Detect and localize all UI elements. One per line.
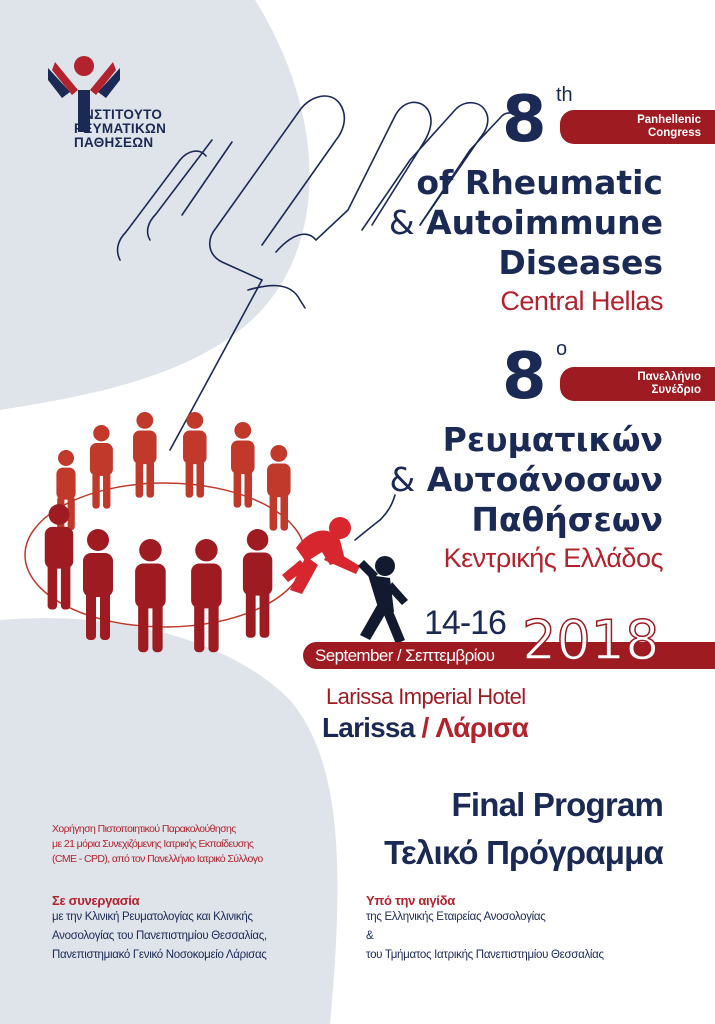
cooperation-line-2: Ανοσολογίας του Πανεπιστημίου Θεσσαλίας, — [52, 930, 267, 942]
greek-title-line-3: Παθήσεων — [471, 500, 663, 539]
badge-line-1: Panhellenic — [637, 114, 701, 126]
cme-line-3: (CME - CPD), από τον Πανελλήνιο Ιατρικό Σύλλογο — [52, 853, 263, 865]
program-title-greek: Τελικό Πρόγραμμα — [384, 834, 663, 871]
city-english: Larissa — [322, 712, 415, 743]
english-region: Central Hellas — [500, 286, 663, 316]
congress-year: 2018 — [522, 609, 660, 672]
english-congress-badge — [560, 110, 715, 144]
greek-edition-number: 8 — [502, 340, 547, 414]
logo-line-3: ΠΑΘΗΣΕΩΝ — [74, 135, 154, 150]
cooperation-line-3: Πανεπιστημιακό Γενικό Νοσοκομείο Λάρισας — [52, 949, 267, 961]
cooperation-line-1: με την Κλινική Ρευματολογίας και Κλινικής — [52, 911, 253, 923]
cooperation-block — [52, 893, 267, 965]
person-figure — [243, 529, 272, 638]
auspices-line-2: & — [366, 930, 374, 942]
greek-edition-suffix: ο — [556, 338, 568, 360]
person-figure — [90, 425, 113, 509]
greek-title-line-1: Ρευματικών — [442, 420, 663, 459]
badge-line-1: Πανελλήνιο — [637, 371, 701, 383]
greek-region: Κεντρικής Ελλάδος — [443, 543, 663, 573]
auspices-title: Υπό την αιγίδα — [366, 893, 455, 908]
english-title-line-1: of Rheumatic — [416, 163, 663, 202]
english-edition-number: 8 — [502, 83, 547, 157]
institute-logo-text — [74, 108, 166, 150]
venue-city — [322, 712, 528, 744]
program-title-english: Final Program — [451, 786, 663, 823]
person-figure — [133, 412, 157, 498]
congress-days: 14-16 — [424, 604, 506, 642]
greek-title-line-2-text: Αυτοάνοσων — [426, 460, 663, 499]
person-figure — [191, 539, 222, 652]
greek-congress-badge — [560, 367, 715, 401]
cme-line-2: με 21 μόρια Συνεχιζόμενης Ιατρικής Εκπαίδευσης — [52, 838, 254, 850]
auspices-line-1: της Ελληνικής Εταιρείας Ανοσολογίας — [366, 911, 546, 923]
auspices-line-3: του Τμήματος Ιατρικής Πανεπιστημίου Θεσσαλίας — [366, 949, 604, 961]
auspices-block — [366, 893, 604, 965]
badge-line-2: Συνέδριο — [651, 384, 701, 396]
city-separator: / — [421, 712, 429, 743]
logo-line-1: ΙΝΣΤΙΤΟΥΤΟ — [80, 107, 163, 122]
ampersand: & — [388, 203, 415, 242]
english-title-line-3: Diseases — [498, 243, 663, 282]
ampersand: & — [389, 460, 416, 499]
greek-title-line-2 — [243, 460, 663, 500]
greek-title — [243, 420, 663, 540]
cme-accreditation-note — [52, 822, 263, 867]
english-title-line-2-text: Autoimmune — [426, 203, 663, 242]
city-greek: Λάρισα — [435, 712, 528, 743]
logo-line-2: ΡΕΥΜΑΤΙΚΩΝ — [74, 121, 167, 136]
english-edition-suffix: th — [556, 84, 573, 106]
cooperation-title: Σε συνεργασία — [52, 893, 140, 908]
english-title-line-2 — [263, 203, 663, 243]
congress-month: September / Σεπτεμβρίου — [315, 646, 495, 665]
english-title — [263, 163, 663, 283]
badge-line-2: Congress — [647, 127, 701, 139]
cme-line-1: Χορήγηση Πιστοποιητικού Παρακολούθησης — [52, 823, 236, 835]
venue-hotel: Larissa Imperial Hotel — [326, 684, 526, 709]
